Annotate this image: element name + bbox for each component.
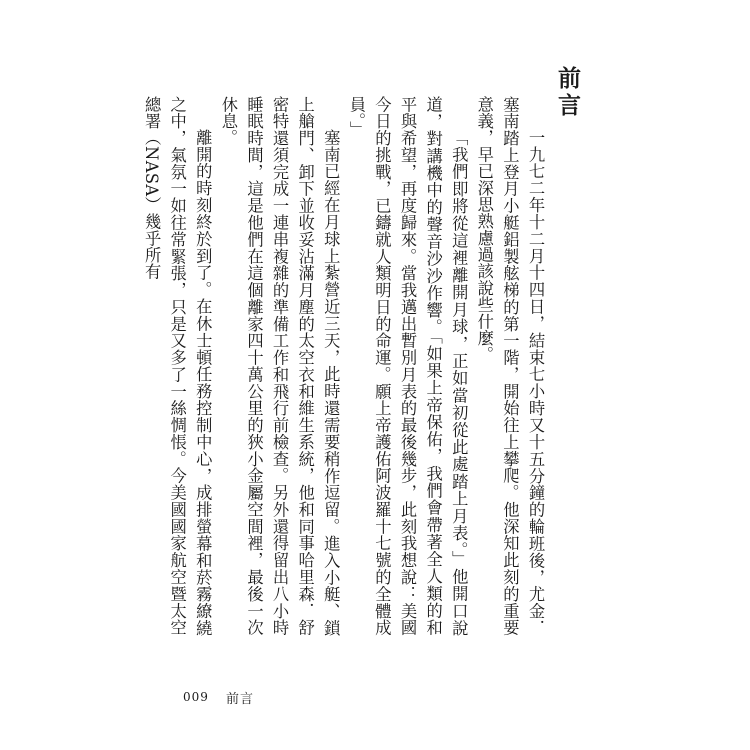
running-head: 前言 [226, 692, 255, 707]
body-text [139, 96, 549, 636]
paragraph-1: 一九七二年十二月十四日，結束七小時又十五分鐘的輪班後，尤金．塞南踏上登月小艇鋁製舷梯的第一階，開始往上攀爬。他深知此刻的重要意義，早已深思熟慮過該說些什麼。 [474, 96, 545, 636]
page-number: 009 [183, 690, 209, 704]
paragraph-3: 塞南已經在月球上紮營近三天，此時還需要稍作逗留。進入小艇、鎖上艙門、卸下並收妥沾滿月塵的太空衣和維生系統，他和同事哈里森．舒密特還須完成一連串複雜的準備工作和飛行前檢查。另外還得留出八小時睡眠時間，這是他們在這個離家四十萬公里的狹小金屬空間裡，最後一次休息。 [218, 96, 341, 636]
chapter-title: 前言 [554, 66, 581, 120]
paragraph-2: 「我們即將從這裡離開月球，正如當初從此處踏上月表。」他開口說道，對講機中的聲音沙沙作響。「如果上帝保佑，我們會帶著全人類的和平與希望，再度歸來。當我邁出暫別月表的最後幾步，此刻我想說：美國今日的挑戰，已鑄就人類明日的命運。願上帝護佑阿波羅十七號的全體成員。」 [346, 96, 469, 636]
paragraph-4: 離開的時刻終於到了。在休士頓任務控制中心，成排螢幕和菸霧繚繞之中，氣氛一如往常緊張，只是又多了一絲惆悵。今美國國家航空暨太空總署（NASA）幾乎所有 [142, 96, 213, 636]
